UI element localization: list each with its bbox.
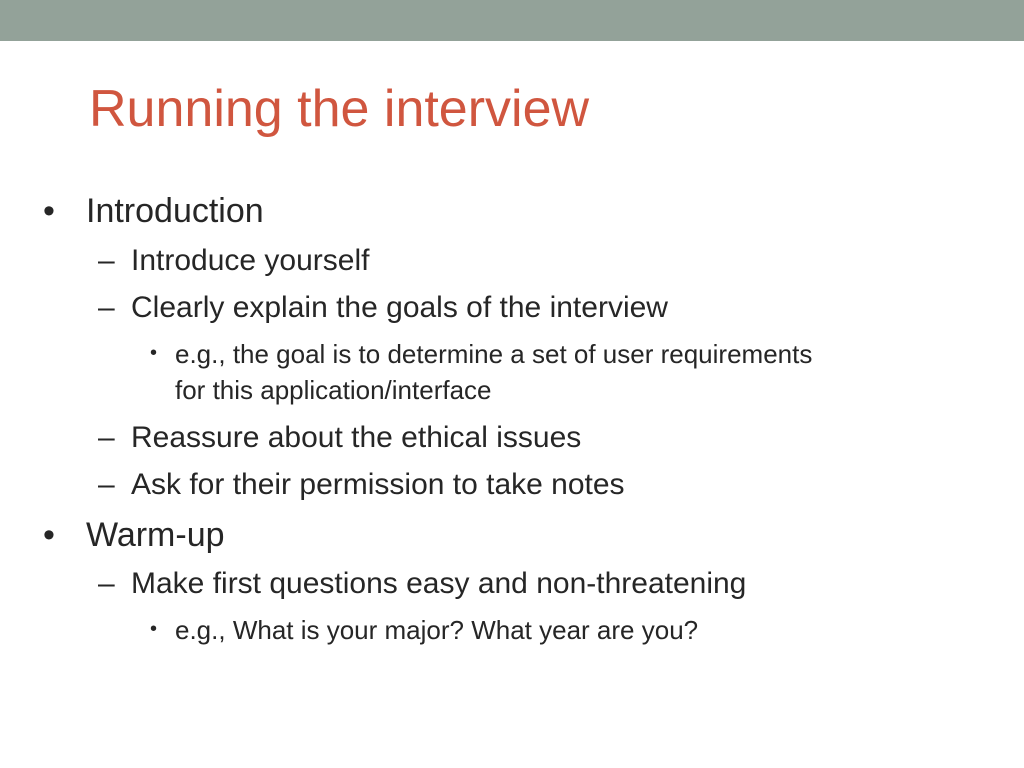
slide-title: Running the interview bbox=[89, 80, 590, 138]
dash-marker: – bbox=[98, 244, 115, 277]
sub-bullet-text: Make first questions easy and non-threatening bbox=[131, 567, 747, 600]
bullet-marker: • bbox=[150, 618, 158, 640]
sub-bullet-text: Ask for their permission to take notes bbox=[131, 468, 625, 501]
bullet-text: Warm-up bbox=[86, 516, 225, 554]
dash-marker: – bbox=[98, 468, 115, 501]
bullet-marker: • bbox=[43, 192, 55, 230]
sub-bullet-text: Introduce yourself bbox=[131, 244, 370, 277]
dash-marker: – bbox=[98, 567, 115, 600]
bullet-text: Introduction bbox=[86, 192, 264, 230]
sub-sub-bullet-text: e.g., the goal is to determine a set of user requirements bbox=[175, 339, 813, 369]
sub-bullet-text: Clearly explain the goals of the interview bbox=[131, 291, 668, 324]
dash-marker: – bbox=[98, 291, 115, 324]
bullet-marker: • bbox=[43, 516, 55, 554]
bullet-marker: • bbox=[150, 342, 158, 364]
sub-sub-bullet-text: e.g., What is your major? What year are you? bbox=[175, 615, 699, 645]
sub-bullet-text: Reassure about the ethical issues bbox=[131, 421, 582, 454]
dash-marker: – bbox=[98, 421, 115, 454]
sub-sub-bullet-text: for this application/interface bbox=[175, 375, 492, 405]
